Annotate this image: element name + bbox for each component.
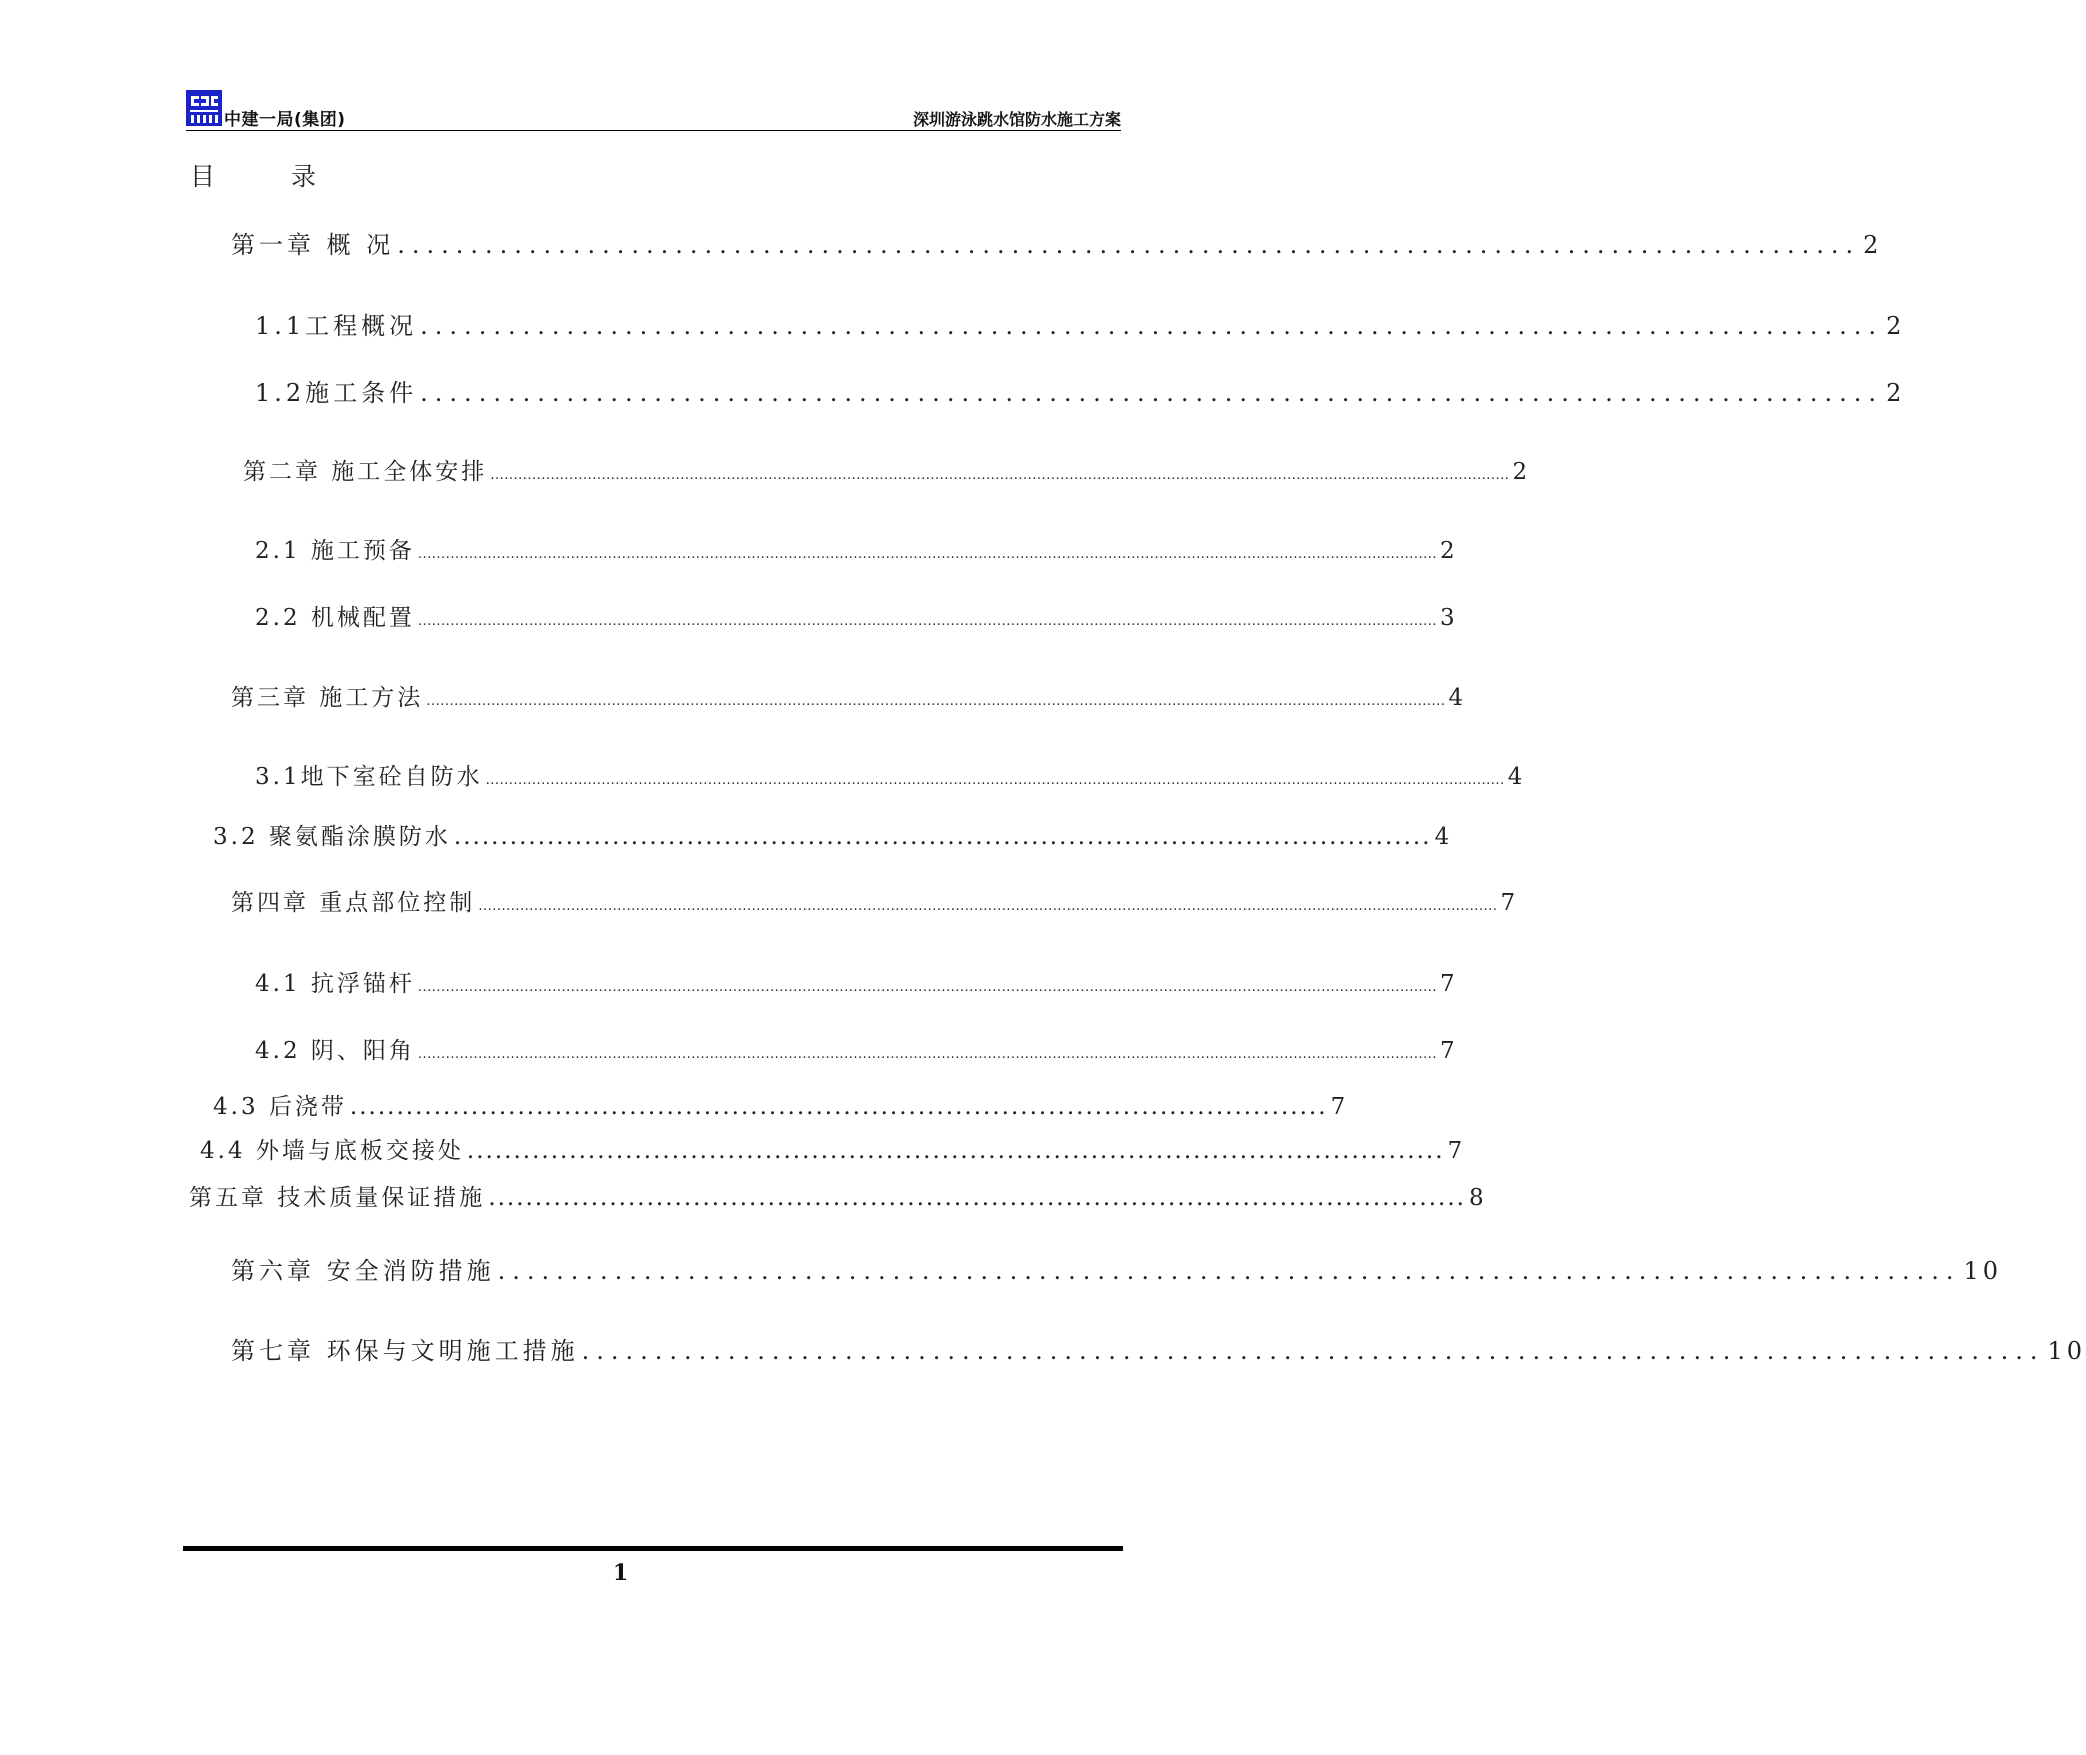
toc-entry-2-2[interactable] bbox=[255, 599, 1458, 632]
toc-leader: .................................................................................................... bbox=[497, 1257, 1961, 1285]
toc-entry-label: 第二章 施工全体安排 bbox=[243, 459, 488, 485]
toc-entry-4-2[interactable] bbox=[255, 1032, 1458, 1065]
toc-leader: .................................................................................................... bbox=[397, 231, 1861, 259]
toc-leader: ............................................................................................................................................................................................................................ bbox=[417, 1047, 1438, 1062]
toc-entry-chapter-5[interactable] bbox=[189, 1179, 1487, 1212]
toc-entry-4-1[interactable] bbox=[255, 965, 1458, 998]
toc-entry-label: 1.2施工条件 bbox=[255, 379, 418, 407]
toc-entry-label: 3.1地下室砼自防水 bbox=[255, 764, 483, 790]
toc-entry-page: 4 bbox=[1448, 685, 1467, 711]
toc-entry-chapter-3[interactable] bbox=[231, 679, 1467, 712]
toc-leader: ......................................................................................................... bbox=[488, 1185, 1466, 1211]
toc-entry-4-3[interactable] bbox=[213, 1088, 1349, 1121]
toc-entry-chapter-4[interactable] bbox=[231, 884, 1519, 917]
toc-entry-chapter-2[interactable] bbox=[243, 453, 1531, 486]
toc-leader: .................................................................................................... bbox=[420, 312, 1884, 340]
toc-entry-label: 第四章 重点部位控制 bbox=[231, 890, 476, 916]
toc-leader: ............................................................................................................................................................................................................................ bbox=[485, 773, 1505, 788]
toc-entry-3-1[interactable] bbox=[255, 758, 1526, 791]
toc-entry-page: 7 bbox=[1440, 1038, 1458, 1064]
toc-entry-page: 7 bbox=[1447, 1138, 1466, 1164]
toc-entry-label: 第三章 施工方法 bbox=[231, 685, 424, 711]
toc-entry-label: 2.1 施工预备 bbox=[255, 538, 415, 564]
page-header bbox=[186, 88, 1121, 131]
toc-entry-page: 10 bbox=[1963, 1257, 2003, 1285]
organization-name: 中建一局(集团) bbox=[224, 110, 346, 130]
cscec-logo-icon bbox=[186, 90, 222, 126]
toc-leader: ............................................................................................................................................................................................................................ bbox=[426, 694, 1446, 709]
toc-leader: ............................................................................................................................................................................................................................ bbox=[490, 468, 1510, 483]
toc-leader: ......................................................................................................... bbox=[349, 1094, 1328, 1120]
toc-entry-label: 3.2 聚氨酯涂膜防水 bbox=[213, 824, 451, 850]
toc-entry-2-1[interactable] bbox=[255, 532, 1458, 565]
toc-leader: .................................................................................................... bbox=[581, 1337, 2045, 1365]
toc-entry-label: 4.1 抗浮锚杆 bbox=[255, 971, 415, 997]
toc-leader: ......................................................................................................... bbox=[466, 1138, 1445, 1164]
toc-leader: .................................................................................................... bbox=[420, 379, 1884, 407]
toc-entry-page: 2 bbox=[1863, 231, 1883, 259]
toc-entry-1-1[interactable] bbox=[255, 306, 1906, 341]
toc-entry-label: 第六章 安全消防措施 bbox=[231, 1257, 495, 1285]
toc-entry-label: 4.2 阴、阳角 bbox=[255, 1038, 415, 1064]
toc-leader: ............................................................................................................................................................................................................................ bbox=[417, 980, 1438, 995]
toc-entry-chapter-7[interactable] bbox=[231, 1331, 2086, 1366]
toc-entry-label: 第一章 概 况 bbox=[231, 231, 395, 259]
toc-leader: ......................................................................................................... bbox=[453, 824, 1432, 850]
toc-entry-page: 2 bbox=[1440, 538, 1458, 564]
toc-entry-page: 2 bbox=[1886, 379, 1906, 407]
toc-entry-page: 7 bbox=[1440, 971, 1458, 997]
toc-entry-chapter-6[interactable] bbox=[231, 1251, 2003, 1286]
document-title: 深圳游泳跳水馆防水施工方案 bbox=[912, 110, 1121, 129]
toc-leader: ............................................................................................................................................................................................................................ bbox=[417, 614, 1438, 629]
toc-entry-4-4[interactable] bbox=[200, 1132, 1466, 1165]
toc-entry-chapter-1[interactable] bbox=[231, 225, 1883, 260]
toc-leader: ............................................................................................................................................................................................................................ bbox=[417, 547, 1438, 562]
toc-entry-label: 4.4 外墙与底板交接处 bbox=[200, 1138, 464, 1164]
toc-entry-3-2[interactable] bbox=[213, 818, 1453, 851]
toc-entry-label: 第五章 技术质量保证措施 bbox=[189, 1185, 486, 1211]
toc-entry-label: 第七章 环保与文明施工措施 bbox=[231, 1337, 579, 1365]
toc-heading: 目 录 bbox=[190, 162, 350, 191]
toc-entry-label: 1.1工程概况 bbox=[255, 312, 418, 340]
footer-rule bbox=[183, 1546, 1123, 1551]
toc-entry-page: 4 bbox=[1507, 764, 1526, 790]
toc-entry-1-2[interactable] bbox=[255, 373, 1906, 408]
toc-entry-page: 8 bbox=[1468, 1185, 1487, 1211]
toc-entry-page: 2 bbox=[1512, 459, 1531, 485]
toc-entry-page: 4 bbox=[1434, 824, 1453, 850]
toc-entry-page: 7 bbox=[1330, 1094, 1349, 1120]
toc-entry-page: 10 bbox=[2047, 1337, 2086, 1365]
toc-leader: ............................................................................................................................................................................................................................ bbox=[478, 899, 1498, 914]
toc-entry-label: 2.2 机械配置 bbox=[255, 605, 415, 631]
toc-entry-label: 4.3 后浇带 bbox=[213, 1094, 347, 1120]
toc-entry-page: 3 bbox=[1440, 605, 1458, 631]
toc-entry-page: 2 bbox=[1886, 312, 1906, 340]
toc-entry-page: 7 bbox=[1500, 890, 1519, 916]
page-number: 1 bbox=[612, 1560, 629, 1586]
